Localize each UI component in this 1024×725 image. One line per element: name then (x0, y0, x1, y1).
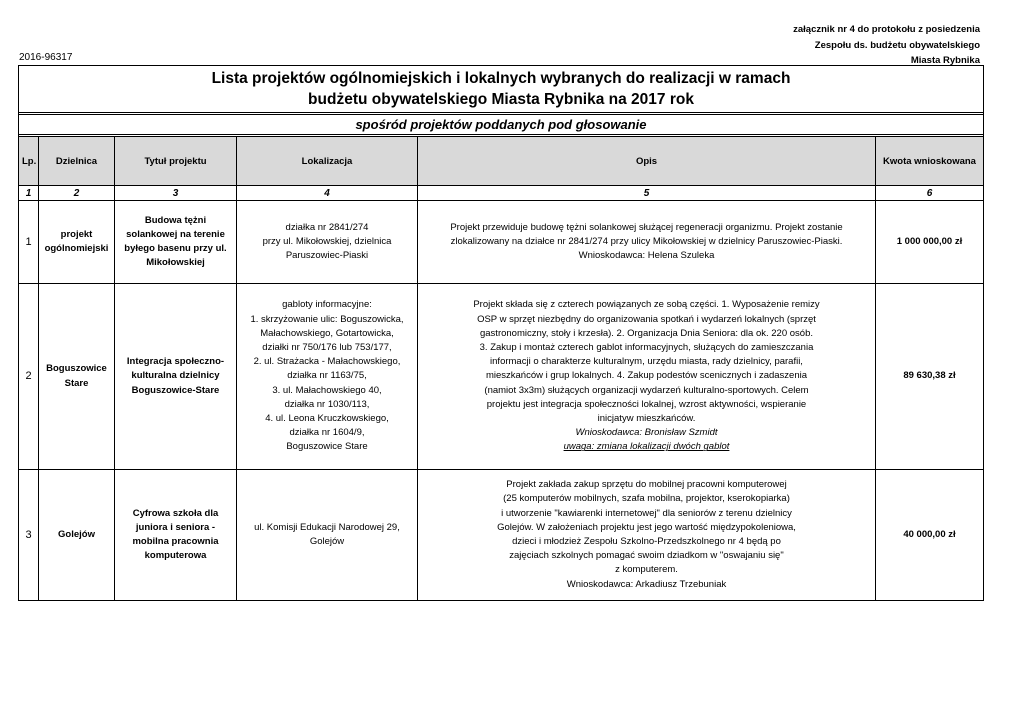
table-row (19, 470, 984, 601)
lokalizacja-line: działka nr 1604/9, (289, 427, 365, 439)
opis-line: (25 komputerów mobilnych, szafa mobilna, projektor, kserokopiarka) (503, 493, 790, 505)
lokalizacja-line: gabloty informacyjne: (282, 299, 372, 311)
table-subtitle: spośród projektów poddanych pod głosowanie (19, 115, 984, 135)
lokalizacja-line: Małachowskiego, Gotartowicka, (260, 327, 394, 339)
row-kwota: 40 000,00 zł (876, 470, 984, 601)
opis-wnioskodawca: Wnioskodawca: Bronisław Szmidt (575, 427, 718, 439)
opis-line: 3. Zakup i montaż czterech gablot informacyjnych, służących do zamieszczania (479, 341, 814, 353)
row-opis (418, 284, 876, 470)
opis-line: mieszkańców i grup lokalnych. 4. Zakup podestów scenicznych i zadaszenia (485, 370, 808, 382)
lokalizacja-line: Boguszowice Stare (286, 441, 368, 453)
opis-line: Wnioskodawca: Helena Szuleka (578, 250, 715, 262)
row-kwota: 89 630,38 zł (876, 284, 984, 470)
row-tytul: Integracja społeczno-kulturalna dzielnicy Boguszowice-Stare (115, 284, 237, 470)
opis-line: zajęciach szkolnych pomagać swoim dziadkom w "oswajaniu się" (509, 550, 784, 562)
lokalizacja-line: działki nr 750/176 lub 753/177, (262, 341, 392, 353)
column-number: 4 (237, 186, 418, 201)
row-lokalizacja (237, 201, 418, 284)
opis-line: gastronomiczny, stoły i krzesła). 2. Organizacja Dnia Seniora: dla ok. 220 osób. (479, 327, 813, 339)
table-title (19, 66, 984, 113)
column-header-tytul: Tytuł projektu (115, 137, 237, 186)
row-lp: 3 (19, 470, 39, 601)
opis-line: Wnioskodawca: Arkadiusz Trzebuniak (566, 578, 727, 590)
opis-line: informacji o charakterze kulturalnym, urzędu miasta, rady dzielnicy, parafii, (490, 356, 803, 368)
lokalizacja-line: działka nr 1030/113, (284, 398, 370, 410)
lokalizacja-line: 4. ul. Leona Kruczkowskiego, (265, 413, 389, 424)
row-lokalizacja (237, 284, 418, 470)
opis-line: projektu jest integracja społeczności lokalnej, wzrost aktywności, wspieranie (486, 398, 807, 410)
row-lp: 2 (19, 284, 39, 470)
opis-line: Projekt przewiduje budowę tężni solankowej służącej regeneracji organizmu. Projekt zostanie (450, 221, 843, 233)
table-row (19, 284, 984, 470)
column-header-dzielnica: Dzielnica (39, 137, 115, 186)
column-header-opis: Opis (418, 137, 876, 186)
lokalizacja-line: 1. skrzyżowanie ulic: Boguszowicka, (250, 313, 404, 325)
lokalizacja-line: Paruszowiec-Piaski (285, 250, 369, 262)
attachment-note-line: Zespołu ds. budżetu obywatelskiego (814, 39, 980, 51)
attachment-note-line: załącznik nr 4 do protokołu z posiedzenia (793, 24, 980, 35)
row-lokalizacja (237, 470, 418, 601)
row-tytul: Cyfrowa szkoła dla juniora i seniora - mobilna pracownia komputerowa (115, 470, 237, 601)
opis-line: i utworzenie "kawiarenki internetowej" dla seniorów z terenu dzielnicy (501, 507, 792, 519)
table-row (19, 201, 984, 284)
lokalizacja-line: ul. Komisji Edukacji Narodowej 29, (254, 521, 400, 533)
column-number: 5 (418, 186, 876, 201)
row-opis (418, 470, 876, 601)
row-kwota: 1 000 000,00 zł (876, 201, 984, 284)
lokalizacja-line: 2. ul. Strażacka - Małachowskiego, (253, 356, 401, 368)
table-title-line: Lista projektów ogólnomiejskich i lokalnych wybranych do realizacji w ramach (211, 70, 791, 87)
attachment-note (793, 22, 980, 69)
opis-line: dzieci i młodzież Zespołu Szkolno-Przedszkolnego nr 4 będą po (512, 536, 781, 547)
column-header-lokalizacja: Lokalizacja (237, 137, 418, 186)
lokalizacja-line: działka nr 1163/75, (287, 370, 367, 382)
opis-line: inicjatyw mieszkańców. (597, 413, 696, 424)
opis-uwaga: uwaga: zmiana lokalizacji dwóch gablot (563, 441, 730, 453)
column-number-row (19, 186, 984, 201)
lokalizacja-line: przy ul. Mikołowskiej, dzielnica (262, 235, 392, 247)
attachment-note-line: Miasta Rybnika (910, 55, 980, 66)
column-header-row (19, 137, 984, 186)
lokalizacja-line: działka nr 2841/274 (285, 221, 369, 233)
opis-line: z komputerem. (615, 564, 678, 576)
opis-line: (namiot 3x3m) służących organizacji wydarzeń kulturalno-sportowych. Celem (484, 384, 809, 396)
table-title-line: budżetu obywatelskiego Miasta Rybnika na 2017 rok (308, 91, 694, 108)
opis-line: OSP w sprzęt niezbędny do organizowania spotkań i wydarzeń lokalnych (sprzęt (477, 313, 816, 325)
column-number: 2 (39, 186, 115, 201)
opis-line: Projekt zakłada zakup sprzętu do mobilnej pracowni komputerowej (506, 479, 787, 491)
lokalizacja-line: Golejów (309, 536, 345, 547)
document-id: 2016-96317 (19, 52, 73, 63)
lokalizacja-line: 3. ul. Małachowskiego 40, (272, 384, 382, 396)
column-header-lp: Lp. (19, 137, 39, 186)
opis-line: zlokalizowany na działce nr 2841/274 przy ulicy Mikołowskiej w dzielnicy Paruszowiec-Piaski. (450, 235, 843, 247)
column-number: 6 (876, 186, 984, 201)
row-tytul: Budowa tężni solankowej na terenie byłego basenu przy ul. Mikołowskiej (115, 201, 237, 284)
row-dzielnica: projekt ogólnomiejski (39, 201, 115, 284)
row-opis (418, 201, 876, 284)
column-number: 3 (115, 186, 237, 201)
projects-table (18, 65, 984, 601)
row-dzielnica: Golejów (39, 470, 115, 601)
row-lp: 1 (19, 201, 39, 284)
opis-line: Projekt składa się z czterech powiązanych ze sobą części. 1. Wyposażenie remizy (473, 299, 820, 311)
opis-line: Golejów. W założeniach projektu jest jego wartość międzypokoleniowa, (497, 521, 796, 533)
column-header-kwota: Kwota wnioskowana (876, 137, 984, 186)
column-number: 1 (19, 186, 39, 201)
row-dzielnica: Boguszowice Stare (39, 284, 115, 470)
